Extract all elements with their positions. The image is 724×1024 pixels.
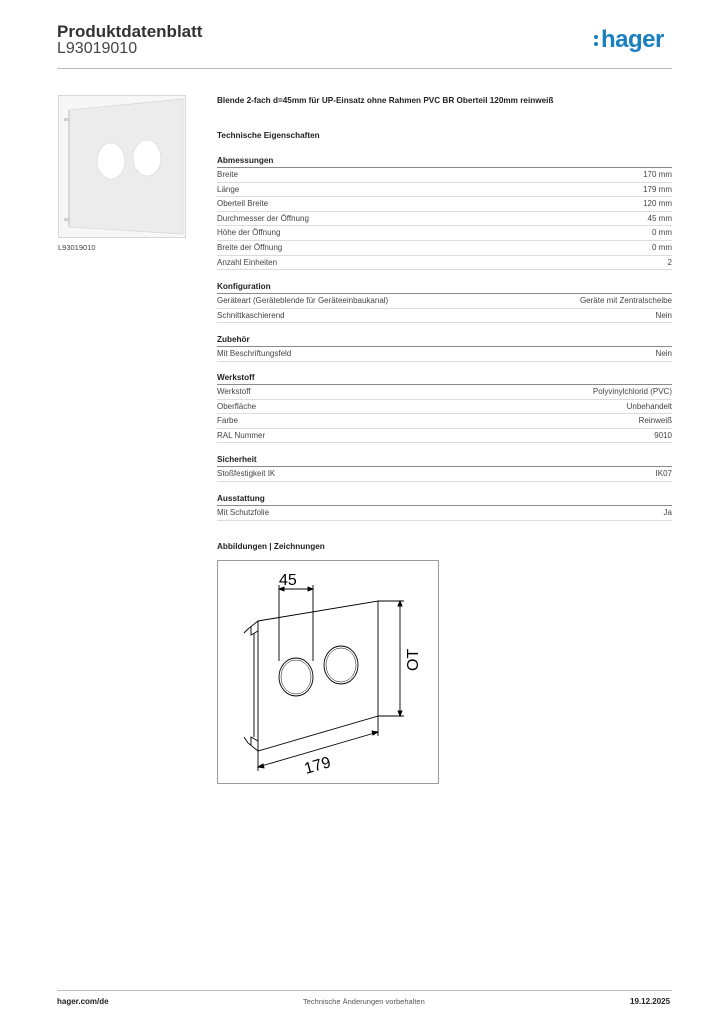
table-row: [217, 429, 672, 444]
table-row: [217, 197, 672, 212]
table-row: [217, 347, 672, 362]
row-label: RAL Nummer: [217, 430, 266, 440]
section-title: Abmessungen: [217, 156, 672, 168]
section-accessories: [217, 335, 672, 362]
logo-text: hager: [601, 26, 664, 53]
thumbnail-label: L93019010: [58, 243, 96, 252]
row-label: Oberfläche: [217, 401, 257, 411]
table-row: [217, 168, 672, 183]
row-label: Breite der Öffnung: [217, 242, 283, 252]
row-label: Geräteart (Geräteblende für Geräteeinbaukanal): [217, 296, 389, 305]
hager-logo: [594, 26, 664, 54]
row-label: Stoßfestigkeit IK: [217, 469, 276, 478]
technical-drawing: [217, 560, 439, 784]
row-label: Werkstoff: [217, 387, 251, 396]
dim-diameter-label: 45: [279, 572, 297, 589]
row-label: Durchmesser der Öffnung: [217, 213, 309, 223]
table-row: [217, 309, 672, 324]
table-row: [217, 241, 672, 256]
table-row: [217, 506, 672, 521]
row-value: Nein: [655, 349, 672, 358]
drawings-heading: Abbildungen | Zeichnungen: [217, 542, 325, 551]
table-row: [217, 400, 672, 415]
product-description: Blende 2-fach d=45mm für UP-Einsatz ohne Rahmen PVC BR Oberteil 120mm reinweiß: [217, 96, 554, 105]
row-value: 9010: [654, 430, 672, 440]
section-title: Werkstoff: [217, 373, 672, 385]
section-title: Konfiguration: [217, 282, 672, 294]
row-value: 179 mm: [643, 184, 672, 194]
table-row: [217, 212, 672, 227]
section-configuration: [217, 282, 672, 323]
row-value: Ja: [663, 508, 672, 517]
table-row: [217, 385, 672, 400]
row-label: Mit Schutzfolie: [217, 508, 270, 517]
table-row: [217, 256, 672, 271]
section-title: Ausstattung: [217, 494, 672, 506]
row-value: Polyvinylchlorid (PVC): [592, 387, 672, 396]
dim-height-label: OT: [405, 648, 422, 671]
product-code: L93019010: [57, 40, 138, 57]
footer-disclaimer: Technische Änderungen vorbehalten: [303, 997, 425, 1006]
row-value: 45 mm: [647, 213, 672, 223]
section-safety: [217, 455, 672, 482]
row-value: Nein: [655, 310, 672, 320]
footer-date: 19.12.2025: [630, 997, 671, 1006]
row-label: Anzahl Einheiten: [217, 257, 278, 267]
logo-dots-icon: [594, 32, 599, 49]
row-label: Schnittkaschierend: [217, 310, 285, 320]
row-label: Breite: [217, 170, 238, 179]
row-label: Farbe: [217, 416, 238, 426]
row-value: 120 mm: [643, 199, 672, 209]
row-value: 0 mm: [652, 228, 672, 238]
table-row: [217, 183, 672, 198]
table-row: [217, 294, 672, 309]
technical-properties-heading: Technische Eigenschaften: [217, 131, 320, 140]
footer-website: hager.com/de: [57, 997, 109, 1006]
row-label: Oberteil Breite: [217, 199, 269, 209]
row-label: Höhe der Öffnung: [217, 228, 281, 238]
dim-length-label: 179: [302, 754, 333, 778]
section-title: Zubehör: [217, 335, 672, 347]
row-value: 0 mm: [652, 242, 672, 252]
section-title: Sicherheit: [217, 455, 672, 467]
section-material: [217, 373, 672, 443]
header-divider: [57, 68, 672, 69]
section-equipment: [217, 494, 672, 521]
row-label: Mit Beschriftungsfeld: [217, 349, 292, 358]
row-value: IK07: [655, 469, 672, 478]
dimension-drawing-svg: [218, 561, 438, 783]
row-value: Unbehandelt: [626, 401, 672, 411]
cover-plate-image: [59, 96, 185, 237]
table-row: [217, 226, 672, 241]
row-value: Geräte mit Zentralscheibe: [579, 296, 672, 305]
product-thumbnail: [58, 95, 186, 238]
table-row: [217, 414, 672, 429]
document-title: Produktdatenblatt: [57, 22, 203, 41]
section-dimensions: [217, 156, 672, 270]
row-value: 170 mm: [643, 170, 672, 179]
table-row: [217, 467, 672, 482]
row-value: 2: [667, 257, 672, 267]
row-label: Länge: [217, 184, 240, 194]
footer-divider: [57, 990, 672, 991]
row-value: Reinweiß: [638, 416, 672, 426]
